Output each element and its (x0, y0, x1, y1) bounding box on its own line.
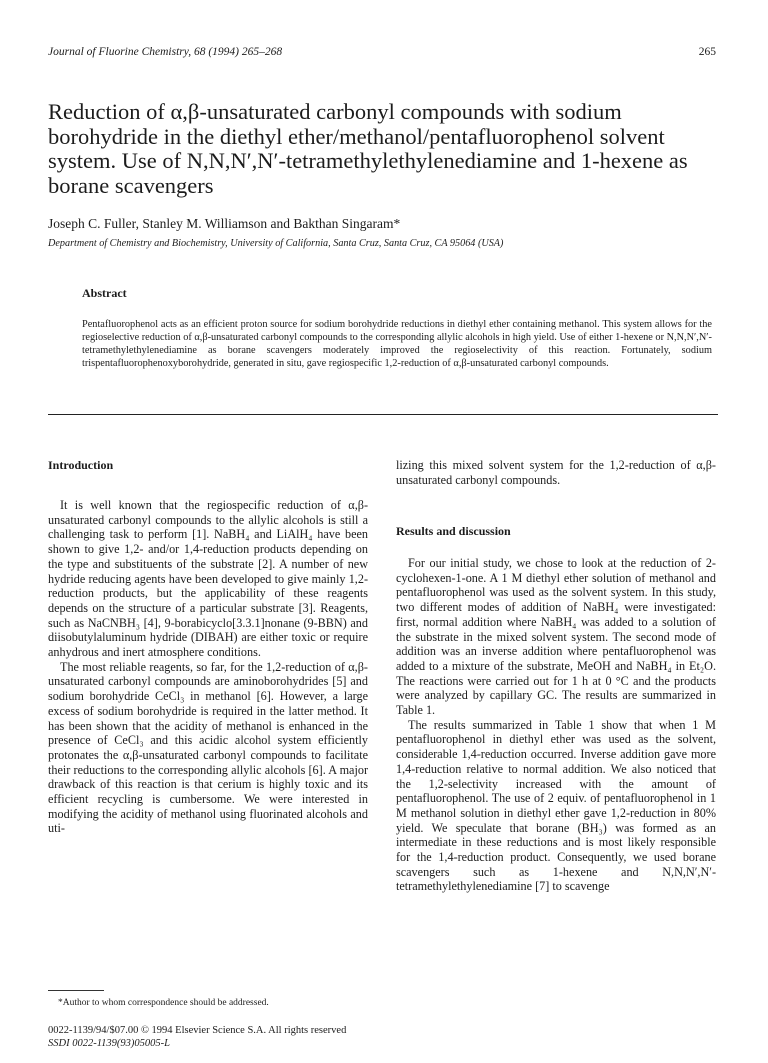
copyright-footer (48, 1024, 346, 1050)
right-column-top (396, 458, 716, 487)
abstract-text: Pentafluorophenol acts as an efficient proton source for sodium borohydride reductions in diethyl ether containing methanol. This system allows for the regioselective reduction of α,β-unsaturated carbonyl compounds to the corresponding allylic alcohols in high yield. Use of either 1-hexene or N,N,N′,N′-tetramethylethylenediamine as borane scavengers moderately improved the regioselectivity of this reaction. Fortunately, sodium trispentafluorophenoxyborohydride, generated in situ, gave regiospecific 1,2-reduction of α,β-unsaturated carbonyl compounds. (82, 319, 712, 370)
results-paragraph-1: For our initial study, we chose to look at the reduction of 2-cyclohexen-1-one. A 1 M diethyl ether solution of methanol and pentafluorophenol was used as the solvent system. In this study, two different modes of addition of NaBH₄ were investigated: first, normal addition where NaBH₄ was added to a solution of the substrate in the mixed solvent system. The second mode of addition was an inverse addition where pentafluorophenol was added to a mixture of the substrate, MeOH and NaBH₄ in Et₂O. The reactions were carried out for 1 h at 0 °C and the products were analyzed by capillary GC. The results are summarized in Table 1. (396, 556, 716, 718)
author-affiliation: Department of Chemistry and Biochemistry, University of California, Santa Cruz, Santa Cruz, CA 95064 (USA) (48, 238, 504, 249)
author-list: Joseph C. Fuller, Stanley M. Williamson and Bakthan Singaram* (48, 216, 401, 231)
footnote-divider (48, 990, 104, 991)
copyright-line: 0022-1139/94/$07.00 © 1994 Elsevier Science S.A. All rights reserved (48, 1025, 347, 1036)
results-heading: Results and discussion (396, 524, 511, 538)
abstract-divider (48, 414, 718, 415)
intro-paragraph-2: The most reliable reagents, so far, for the 1,2-reduction of α,β-unsaturated carbonyl compounds are aminoborohydrides [5] and sodium borohydride CeCl₃ in methanol [6]. However, a large excess of sodium borohydride is required in the latter method. It has been shown that the acidity of methanol is enhanced in the presence of CeCl₃ and this acidic alcohol system efficiently protonates the α,β-unsaturated carbonyl compounds to facilitate their reductions to the corresponding allylic alcohols [6]. A major drawback of this reaction is that cerium is highly toxic and its efficient recycling is cumbersome. We were interested in modifying the acidity of methanol using fluorinated alcohols and uti- (48, 659, 368, 836)
left-column (48, 498, 368, 836)
page-number: 265 (698, 46, 716, 58)
introduction-heading: Introduction (48, 458, 114, 472)
corresponding-author-footnote: *Author to whom correspondence should be addressed. (58, 998, 269, 1008)
intro-paragraph-1: It is well known that the regiospecific reduction of α,β-unsaturated carbonyl compounds to the allylic alcohols is still a challenging task to perform [1]. NaBH₄ and LiAlH₄ have been shown to give 1,2- and/or 1,4-reduction products depending on the type and substituents of the substrate [2]. A number of new hydride reducing agents have been developed to give mainly 1,2-reduction products, but the applicability of these reagents depends on the structure of a particular substrate [3]. Reagents, such as NaCNBH₃ [4], 9-borabicyclo[3.3.1]nonane (9-BBN) and diisobutylaluminum hydride (DIBAH) are either toxic or require anhydrous and inert atmosphere conditions. (48, 498, 368, 660)
journal-citation: Journal of Fluorine Chemistry, 68 (1994) 265–268 (48, 46, 283, 58)
abstract-heading: Abstract (82, 286, 127, 300)
results-paragraph-2: The results summarized in Table 1 show that when 1 M pentafluorophenol in diethyl ether was used as the solvent, considerable 1,4-reduction occurred. Inverse addition gave more 1,4-reduction relative to normal addition. We also noticed that the 1,2-selectivity increased with the amount of pentafluorophenol. The use of 2 equiv. of pentafluorophenol in 1 M methanol solution in diethyl ether gave 1,2-reduction in 80% yield. We speculate that borane (BH₃) was formed as an intermediate in these reductions and is most likely responsible for the 1,4-reduction product. Consequently, we used borane scavengers such as 1-hexene and N,N,N′,N′-tetramethylethylenediamine [7] to scavenge (396, 717, 716, 894)
article-title: Reduction of α,β-unsaturated carbonyl compounds with sodium borohydride in the diethyl ether/methanol/pentafluorophenol solvent system. Use of N,N,N′,N′-tetramethylethylenediamine and 1-hexene as borane scavengers (48, 99, 688, 198)
intro-continuation: lizing this mixed solvent system for the 1,2-reduction of α,β-unsaturated carbonyl compounds. (396, 458, 716, 487)
ssdi-line: SSDI 0022-1139(93)05005-L (48, 1038, 171, 1049)
right-column (396, 556, 716, 894)
